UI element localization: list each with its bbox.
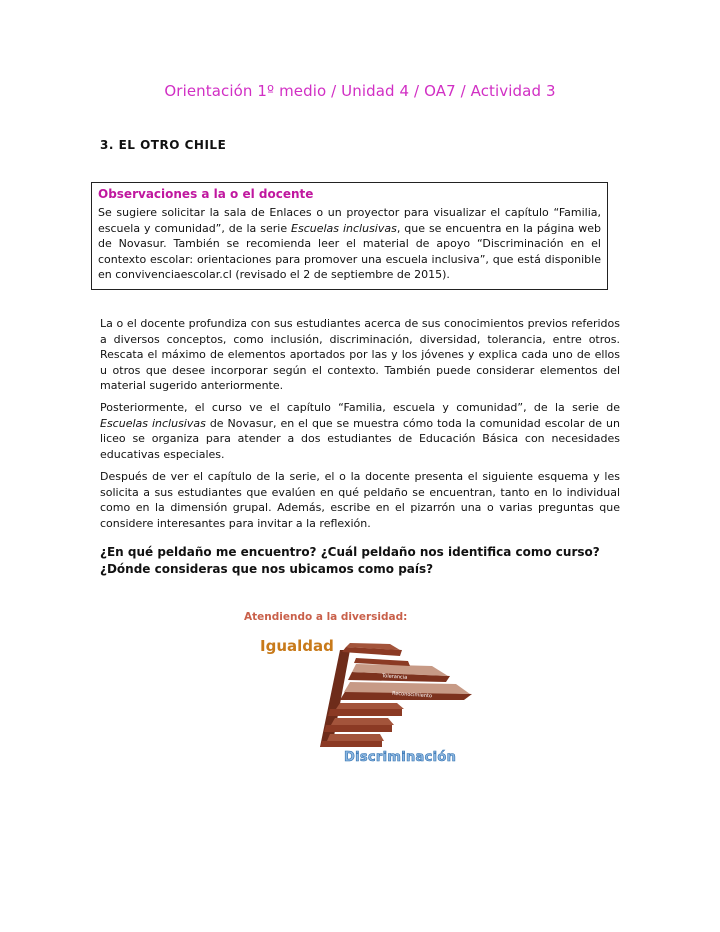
step-label-recognition: Reconocimiento (391, 690, 433, 700)
step-label-tolerance: Tolerancia (381, 673, 408, 681)
paragraph-2 (100, 400, 620, 462)
paragraph-3: Después de ver el capítulo de la serie, el o la docente presenta el siguiente esquema y les solicita a sus estudiantes que evalúen en qué peldaño se encuentran, tanto en lo individual como en la dimensión grupal. Además, escribe en el pizarrón una o varias preguntas que considere interesantes para invitar a la reflexión. (100, 470, 620, 530)
staircase-graphic (232, 604, 482, 774)
observations-title: Observaciones a la o el docente (98, 187, 314, 201)
observations-text-part-1: Se sugiere solicitar la sala de Enlaces o un proyector para visualizar el capítulo “Familia, escuela y comunidad”, de la serie (98, 206, 601, 235)
equality-label: Igualdad (260, 637, 334, 655)
paragraph-2-part-1: Posteriormente, el curso ve el capítulo “Familia, escuela y comunidad”, de la serie de (100, 401, 620, 414)
step-3-top (336, 703, 404, 709)
diversity-staircase-figure (232, 604, 482, 774)
observations-box (91, 182, 608, 290)
figure-title: Atendiendo a la diversidad: (244, 611, 408, 623)
page-header-breadcrumb: Orientación 1º medio / Unidad 4 / OA7 / Actividad 3 (164, 82, 556, 100)
question-line-2: ¿Dónde consideras que nos ubicamos como país? (100, 562, 434, 576)
section-title: 3. EL OTRO CHILE (100, 138, 227, 152)
step-2-top (331, 718, 394, 725)
paragraph-1: La o el docente profundiza con sus estudiantes acerca de sus conocimientos previos referidos a diversos conceptos, como inclusión, discriminación, diversidad, tolerancia, entre otros. Rescata el máximo de elementos aportados por las y los jóvenes y explica cada uno de ellos u otros que desee incorporar según el contexto. También puede considerar elementos del material sugerido anteriormente. (100, 317, 620, 392)
observations-text-part-2: , que se encuentra en la página web de Novasur. También se recomienda leer el material de apoyo “Discriminación en el contexto escolar: orientaciones para promover una escuela inclusiva”, que está disponible en convivenciaescolar.cl (revisado el 2 de septiembre de 2015). (98, 221, 601, 281)
reflection-questions (100, 544, 620, 578)
step-3 (328, 709, 402, 716)
discrimination-label: Discriminación (344, 750, 457, 765)
step-1 (320, 741, 382, 747)
observations-series-title: Escuelas inclusivas (291, 221, 397, 235)
step-2 (324, 725, 392, 732)
observations-text (98, 205, 601, 283)
question-line-1: ¿En qué peldaño me encuentro? ¿Cuál peldaño nos identifica como curso? (100, 545, 600, 559)
paragraph-2-series-title: Escuelas inclusivas (100, 416, 206, 430)
step-1-top (327, 734, 384, 741)
paragraph-2-part-2: de Novasur, en el que se muestra cómo toda la comunidad escolar de un liceo se organiza para atender a dos estudiantes de Educación Básica con necesidades educativas especiales. (100, 416, 620, 461)
